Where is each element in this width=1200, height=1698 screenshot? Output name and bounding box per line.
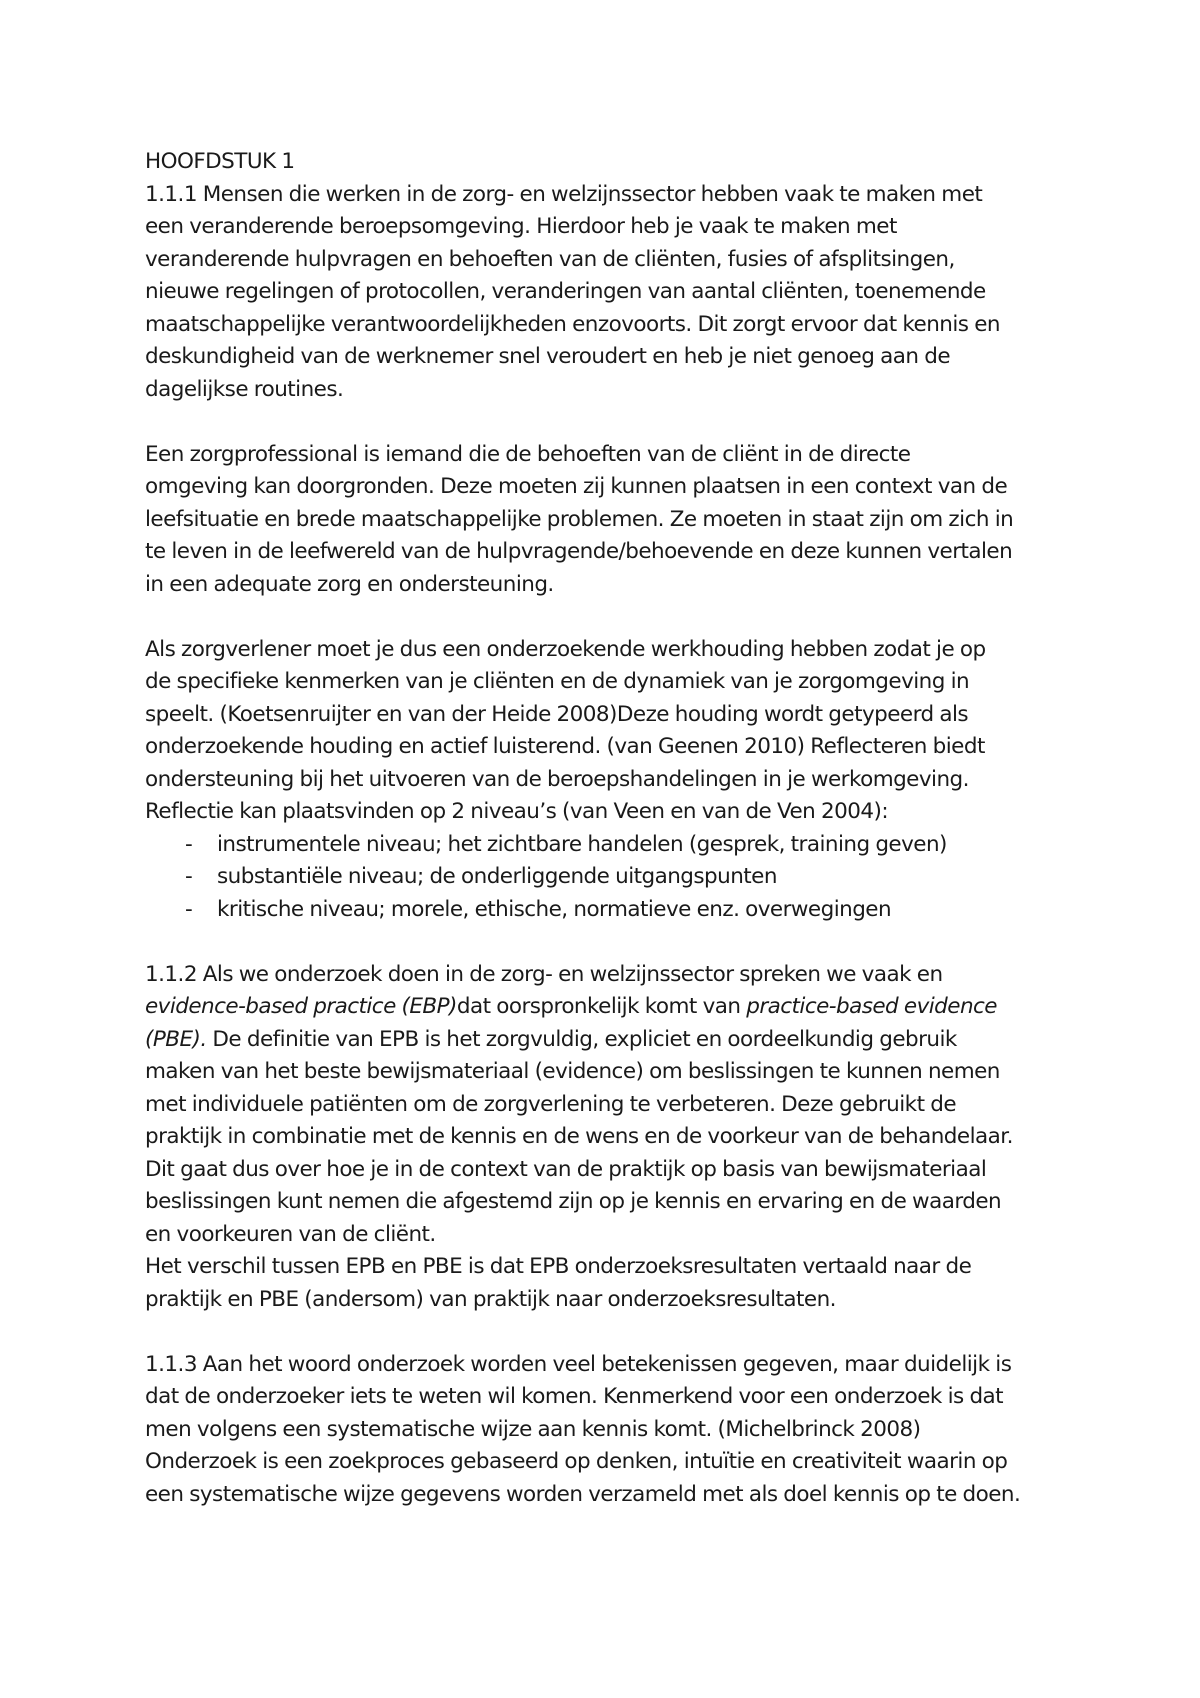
text-line: met individuele patiënten om de zorgverlening te verbeteren. Deze gebruikt de (145, 1091, 957, 1117)
text-line: speelt. (Koetsenruijter en van der Heide 2008)Deze houding wordt getypeerd als (145, 701, 969, 727)
reflection-levels-list (145, 829, 1085, 927)
pbe-term: practice-based evidence (746, 994, 997, 1019)
text-line: Een zorgprofessional is iemand die de behoeften van de cliënt in de directe (145, 441, 911, 467)
text-line: beslissingen kunt nemen die afgestemd zijn op je kennis en ervaring en de waarden (145, 1189, 1002, 1214)
text-line: veranderende hulpvragen en behoeften van de cliënten, fusies of afsplitsingen, (145, 246, 955, 272)
document-body (145, 146, 1085, 1544)
text-line: Als zorgverlener moet je dus een onderzoekende werkhouding hebben zodat je op (145, 636, 986, 662)
text-line: te leven in de leefwereld van de hulpvragende/behoevende en deze kunnen vertalen (145, 539, 1013, 564)
text-line: men volgens een systematische wijze aan kennis komt. (Michelbrinck 2008) (145, 1416, 921, 1442)
text-line: ondersteuning bij het uitvoeren van de beroepshandelingen in je werkomgeving. (145, 766, 969, 792)
text-line: onderzoekende houding en actief luisterend. (van Geenen 2010) Reflecteren biedt (145, 734, 985, 759)
text-line: de specifieke kenmerken van je cliënten en de dynamiek van je zorgomgeving in (145, 669, 970, 694)
text-line: maatschappelijke verantwoordelijkheden enzovoorts. Dit zorgt ervoor dat kennis en (145, 311, 1000, 337)
text-line: Het verschil tussen EPB en PBE is dat EPB onderzoeksresultaten vertaald naar de (145, 1254, 972, 1279)
list-bullet: - (185, 864, 193, 889)
text-line: en voorkeuren van de cliënt. (145, 1221, 436, 1247)
text-line: een veranderende beroepsomgeving. Hierdoor heb je vaak te maken met (145, 214, 897, 239)
text-line: leefsituatie en brede maatschappelijke problemen. Ze moeten in staat zijn om zich in (145, 506, 1014, 532)
paragraph-zorgprofessional (145, 439, 1085, 602)
text-line-mixed (145, 991, 1085, 1024)
paragraph-epb-vs-pbe (145, 1251, 1085, 1316)
list-item (145, 861, 1085, 894)
list-bullet: - (185, 831, 193, 857)
text-line: nieuwe regelingen of protocollen, veranderingen van aantal cliënten, toenemende (145, 279, 986, 304)
text-line: Onderzoek is een zoekproces gebaseerd op denken, intuïtie en creativiteit waarin op (145, 1449, 1008, 1474)
list-item-text: kritische niveau; morele, ethische, normatieve enz. overwegingen (217, 896, 892, 922)
section-1-1-1-intro (145, 146, 1085, 406)
text-line: in een adequate zorg en ondersteuning. (145, 571, 554, 597)
list-item-text: instrumentele niveau; het zichtbare handelen (gesprek, training geven) (217, 831, 947, 857)
list-item-text: substantiële niveau; de onderliggende uitgangspunten (217, 864, 777, 889)
text-line: omgeving kan doorgronden. Deze moeten zij kunnen plaatsen in een context van de (145, 474, 1008, 499)
text-line: een systematische wijze gegevens worden verzameld met als doel kennis op te doen. (145, 1481, 1021, 1507)
text-line: Reflectie kan plaatsvinden op 2 niveau’s (van Veen en van de Ven 2004): (145, 799, 889, 824)
text-fragment: dat oorspronkelijk komt van (456, 994, 747, 1019)
text-line: 1.1.2 Als we onderzoek doen in de zorg- en welzijnssector spreken we vaak en (145, 961, 943, 987)
text-line: dagelijkse routines. (145, 376, 344, 402)
text-line: dat de onderzoeker iets te weten wil komen. Kenmerkend voor een onderzoek is dat (145, 1384, 1004, 1409)
list-item (145, 829, 1085, 862)
paragraph-zorgverlener (145, 634, 1085, 829)
text-line-mixed (145, 1024, 1085, 1057)
chapter-title: HOOFDSTUK 1 (145, 149, 295, 174)
text-line: deskundigheid van de werknemer snel veroudert en heb je niet genoeg aan de (145, 344, 951, 369)
ebp-term: evidence-based practice (EBP) (145, 994, 457, 1019)
text-line: 1.1.1 Mensen die werken in de zorg- en welzijnssector hebben vaak te maken met (145, 181, 983, 207)
text-fragment: De definitie van EPB is het zorgvuldig, expliciet en oordeelkundig gebruik (206, 1026, 957, 1052)
list-item (145, 894, 1085, 927)
list-bullet: - (185, 896, 193, 922)
text-line: praktijk in combinatie met de kennis en de wens en de voorkeur van de behandelaar. (145, 1124, 1013, 1149)
text-line: praktijk en PBE (andersom) van praktijk naar onderzoeksresultaten. (145, 1286, 836, 1312)
section-1-1-2 (145, 959, 1085, 1252)
text-line: 1.1.3 Aan het woord onderzoek worden veel betekenissen gegeven, maar duidelijk is (145, 1351, 1012, 1377)
section-1-1-3 (145, 1349, 1085, 1512)
text-line: maken van het beste bewijsmateriaal (evidence) om beslissingen te kunnen nemen (145, 1059, 1000, 1084)
text-line: Dit gaat dus over hoe je in de context van de praktijk op basis van bewijsmateriaal (145, 1156, 987, 1182)
pbe-abbrev: (PBE). (145, 1026, 207, 1052)
